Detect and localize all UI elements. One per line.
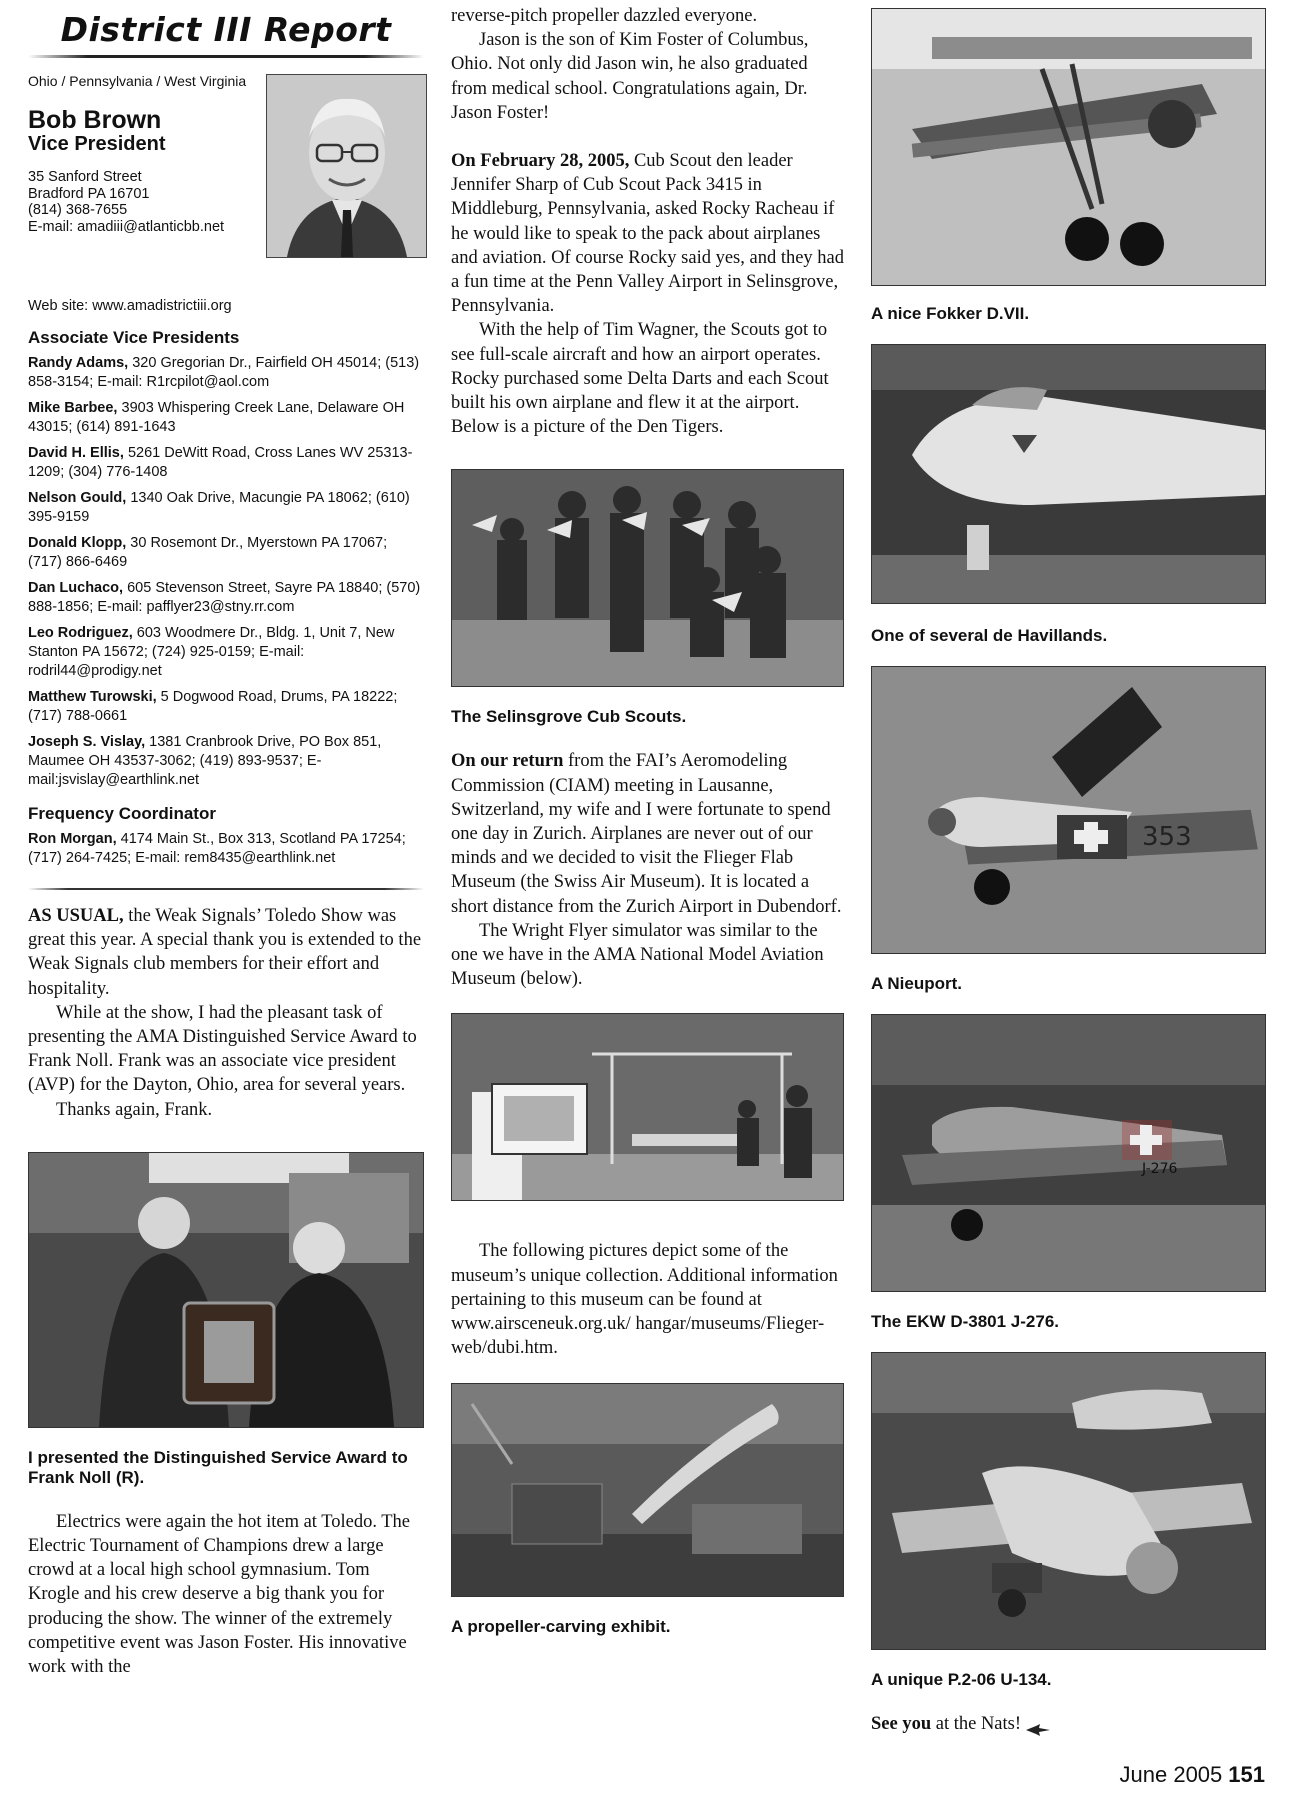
de-havilland-figure <box>872 345 1265 603</box>
propeller-caption: A propeller-carving exhibit. <box>451 1616 671 1636</box>
freq-heading: Frequency Coordinator <box>28 804 216 823</box>
award-photo <box>28 1152 424 1428</box>
paragraph: Thanks again, Frank. <box>56 1099 213 1120</box>
avp-entry <box>28 354 424 392</box>
avp-name: Donald Klopp, <box>28 535 127 551</box>
article-text-4 <box>451 749 846 991</box>
avp-entry <box>28 688 424 726</box>
avp-entry <box>28 624 424 681</box>
propeller-figure <box>452 1384 843 1596</box>
vp-website[interactable]: Web site: www.amadistrictiii.org <box>28 298 232 314</box>
paragraph: the Weak Signals’ Toledo Show was great this year. A special thank you is extended to the Weak Signals club members for their effort and hospitality. <box>28 906 422 999</box>
vp-email[interactable]: E-mail: amadiii@atlanticbb.net <box>28 218 225 235</box>
paragraph: The following pictures depict some of the museum’s unique collection. Additional information pertaining to this museum can be found at www.airsceneuk.org.uk/ hangar/museums/Flieger-web/dubi.htm. <box>451 1241 838 1359</box>
paragraph: With the help of Tim Wagner, the Scouts got to see full-scale aircraft and how an airport operates. Rocky purchased some Delta Darts and each Scout built his own airplane and flew it at the airport. Below is a picture of the Den Tigers. <box>451 320 829 438</box>
avp-entry <box>28 579 424 617</box>
column-left <box>28 0 424 1679</box>
title-rule <box>28 55 424 58</box>
avp-details: 3903 Whispering Creek Lane, Delaware OH 43015; (614) 891-1643 <box>28 400 405 435</box>
vp-title: Vice President <box>28 133 166 155</box>
vp-region: Ohio / Pennsylvania / West Virginia <box>28 73 247 89</box>
nieuport-marking: 353 <box>1142 822 1192 852</box>
avp-details: 5 Dogwood Road, Drums, PA 18222; (717) 788-0661 <box>28 689 398 724</box>
ekw-marking: J-276 <box>1142 1161 1178 1177</box>
propeller-carving-photo <box>451 1383 844 1597</box>
nieuport-photo <box>871 666 1266 954</box>
cub-scouts-caption: The Selinsgrove Cub Scouts. <box>451 707 687 727</box>
vp-phone: (814) 368-7655 <box>28 202 128 218</box>
avp-details: 605 Stevenson Street, Sayre PA 18840; (570) 888-1856; E-mail: pafflyer23@stny.rr.com <box>28 580 421 615</box>
avp-name: Leo Rodriguez, <box>28 625 133 641</box>
paragraph: While at the show, I had the pleasant task of presenting the AMA Distinguished Service Award to Frank Noll. Frank was an associate vice president (AVP) for the Dayton, Ohio, area for several years. <box>28 1002 417 1096</box>
avp-name: David H. Ellis, <box>28 445 124 461</box>
avp-name: Randy Adams, <box>28 355 129 371</box>
signoff <box>871 1712 1267 1736</box>
freq-entry <box>28 830 424 868</box>
avp-details: 320 Gregorian Dr., Fairfield OH 45014; (513) 858-3154; E-mail: R1rcpilot@aol.com <box>28 355 420 390</box>
paragraph: The Wright Flyer simulator was similar to the one we have in the AMA National Model Aviation Museum (below). <box>451 920 824 990</box>
paragraph: Cub Scout den leader Jennifer Sharp of Cub Scout Pack 3415 in Middleburg, Pennsylvania, asked Rocky Racheau if he would like to speak to the pack about airplanes and aviation. Of course Rocky said yes, and they had a fun time at the Penn Valley Airport in Selinsgrove, Pennsylvania. <box>451 151 845 317</box>
section-divider <box>28 888 424 890</box>
avp-details: 603 Woodmere Dr., Bldg. 1, Unit 7, New Stanton PA 15672; (724) 925-0159; E-mail: rodril44@prodigy.net <box>28 625 395 679</box>
fokker-photo <box>871 8 1266 286</box>
article-text-2 <box>28 1510 424 1679</box>
ekw-figure <box>872 1015 1265 1291</box>
p2-06-caption: A unique P.2-06 U-134. <box>871 1670 1052 1689</box>
article-text-1 <box>28 904 424 1122</box>
p2-06-photo <box>871 1352 1266 1650</box>
de-havilland-photo <box>871 344 1266 604</box>
vp-portrait-photo <box>266 74 427 258</box>
fokker-figure <box>872 9 1265 285</box>
p2-06-figure <box>872 1353 1265 1649</box>
avp-name: Dan Luchaco, <box>28 580 124 596</box>
avp-entry <box>28 489 424 527</box>
simulator-figure <box>452 1014 843 1200</box>
nieuport-figure <box>872 667 1265 953</box>
vp-address-line1: 35 Sanford Street <box>28 169 142 185</box>
vp-contact-block <box>28 74 424 292</box>
cub-scouts-photo <box>451 469 844 687</box>
cub-scouts-figure <box>452 470 843 686</box>
issue-date: June 2005 <box>1119 1762 1223 1787</box>
de-havilland-caption: One of several de Havillands. <box>871 626 1108 645</box>
portrait-figure <box>267 75 426 257</box>
avp-entry <box>28 534 424 572</box>
avp-name: Mike Barbee, <box>28 400 118 416</box>
avp-entry <box>28 444 424 482</box>
paragraph: from the FAI’s Aeromodeling Commission (CIAM) meeting in Lausanne, Switzerland, my wife and I were fortunate to spend one day in Zurich. Airplanes are never out of our minds and we decided to visit the Flieger Flab Museum (the Swiss Air Museum). It is located a short distance from the Zurich Airport in Dubendorf. <box>451 751 842 917</box>
avp-name: Matthew Turowski, <box>28 689 157 705</box>
lead-in: On February 28, 2005, <box>451 151 630 172</box>
ekw-caption: The EKW D-3801 J-276. <box>871 1312 1060 1331</box>
wright-flyer-simulator-photo <box>451 1013 844 1201</box>
avp-name: Joseph S. Vislay, <box>28 734 146 750</box>
vp-address-line2: Bradford PA 16701 <box>28 185 150 202</box>
article-text-3 <box>451 4 846 439</box>
article-text-5 <box>451 1239 846 1360</box>
paragraph: reverse-pitch propeller dazzled everyone. <box>451 6 758 26</box>
ama-logo-icon <box>1026 1719 1050 1731</box>
column-middle <box>451 0 846 1637</box>
column-right <box>871 8 1267 1736</box>
page-footer <box>1120 1762 1265 1788</box>
signoff-text: at the Nats! <box>931 1714 1022 1734</box>
avp-details: 1381 Cranbrook Drive, PO Box 851, Maumee OH 43537-3062; (419) 893-9537; E-mail:jsvislay@earthlink.net <box>28 734 382 788</box>
page-number: 151 <box>1228 1762 1265 1787</box>
signoff-lead: See you <box>871 1714 932 1734</box>
award-photo-caption: I presented the Distinguished Service Award to Frank Noll (R). <box>28 1447 408 1487</box>
lead-in: On our return <box>451 751 564 772</box>
avp-heading: Associate Vice Presidents <box>28 328 240 347</box>
freq-details: 4174 Main St., Box 313, Scotland PA 17254; (717) 264-7425; E-mail: rem8435@earthlink.net <box>28 831 406 866</box>
department-title: District III Report <box>60 10 392 49</box>
avp-details: 30 Rosemont Dr., Myerstown PA 17067; (717) 866-6469 <box>28 535 388 570</box>
paragraph: Jason is the son of Kim Foster of Columbus, Ohio. Not only did Jason win, he also graduated from medical school. Congratulations again, Dr. Jason Foster! <box>451 30 809 123</box>
freq-name: Ron Morgan, <box>28 831 117 847</box>
ekw-photo <box>871 1014 1266 1292</box>
award-photo-figure <box>29 1153 423 1427</box>
avp-entry <box>28 399 424 437</box>
nieuport-caption: A Nieuport. <box>871 974 962 993</box>
avp-details: 5261 DeWitt Road, Cross Lanes WV 25313-1209; (304) 776-1408 <box>28 445 413 480</box>
avp-details: 1340 Oak Drive, Macungie PA 18062; (610) 395-9159 <box>28 490 410 525</box>
avp-entry <box>28 733 424 790</box>
avp-name: Nelson Gould, <box>28 490 127 506</box>
vp-name: Bob Brown <box>28 106 162 134</box>
lead-in: AS USUAL, <box>28 906 124 926</box>
fokker-caption: A nice Fokker D.VII. <box>871 304 1030 323</box>
paragraph: Electrics were again the hot item at Toledo. The Electric Tournament of Champions drew a large crowd at a local high school gymnasium. Tom Krogle and his crew deserve a big thank you for producing the show. The winner of the extremely competitive event was Jason Foster. His innovative work with the <box>28 1511 411 1678</box>
